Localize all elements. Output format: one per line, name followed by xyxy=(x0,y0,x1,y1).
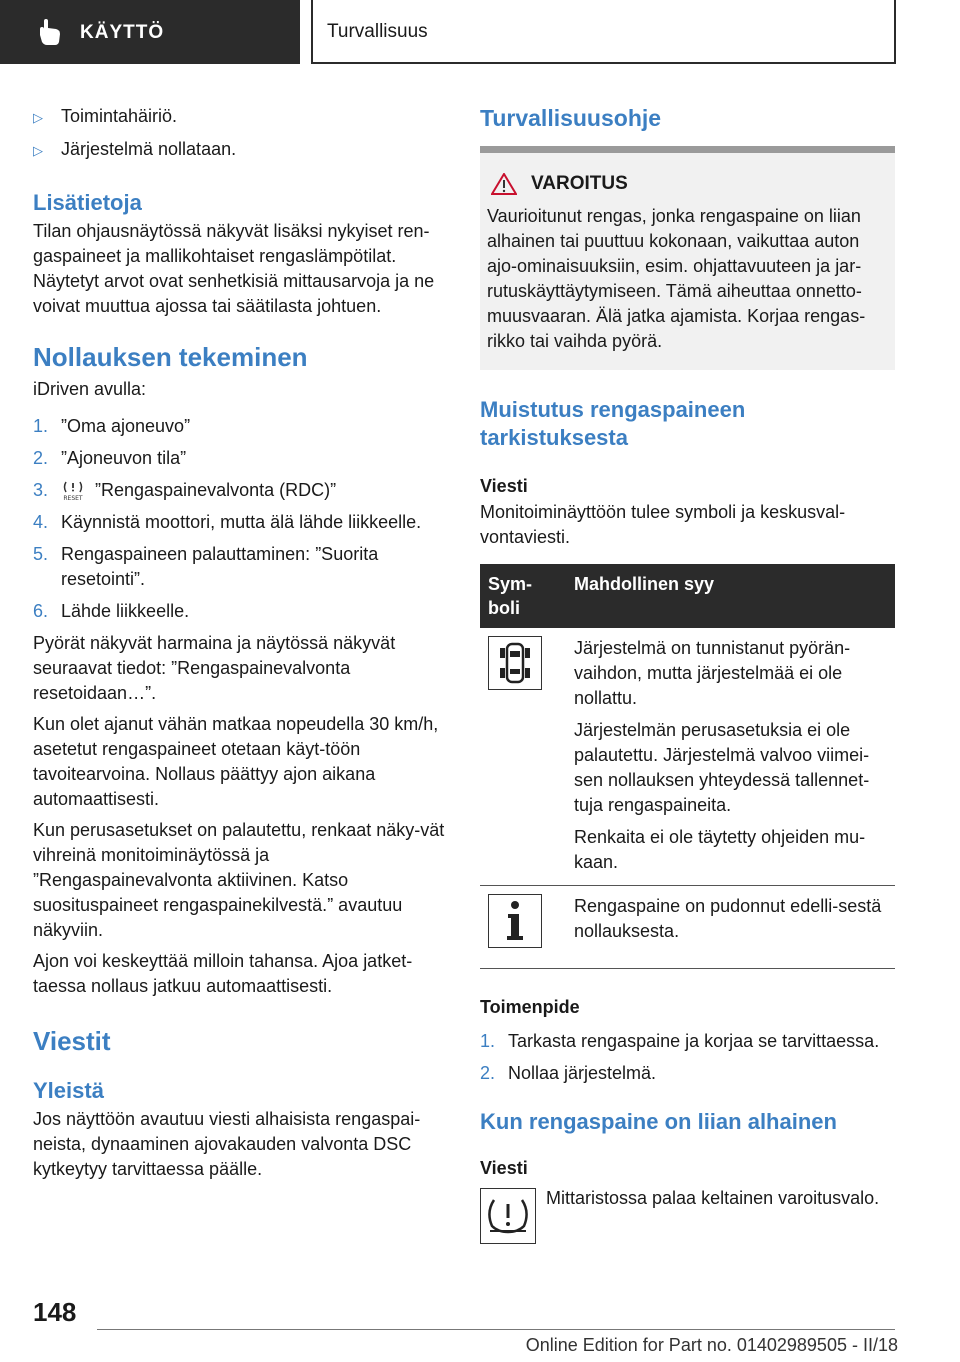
hand-pointer-icon xyxy=(32,15,66,49)
page-number: 148 xyxy=(33,1297,77,1327)
info-symbol xyxy=(488,894,542,948)
general-heading: Yleistä xyxy=(33,1078,104,1103)
warning-triangle-icon xyxy=(491,173,517,195)
list-item: ▷ Toimintahäiriö. xyxy=(33,104,448,130)
list-item: ▷ Järjestelmä nollataan. xyxy=(33,137,448,163)
warning-box xyxy=(480,146,895,370)
step-item: 1. ”Oma ajoneuvo” xyxy=(33,416,191,436)
edition-text: Online Edition for Part no. 01402989505 - II/18 xyxy=(525,1335,898,1355)
paragraph: Pyörät näkyvät harmaina ja näytössä näkyvät seuraavat tiedot: ”Rengaspainevalvonta resetoidaan…”. xyxy=(33,633,396,703)
table-row: Järjestelmä on tunnistanut pyörän-vaihdon, mutta järjestelmää ei ole nollattu. Järjestelmän perusasetuksia ei ole palautettu. Järjestelmä valvoo viimei-sen nollauksen yhteydessä tallennet-tuja rengaspaineita. Renkaita ei ole täytetty ohjeiden mu-kaan. xyxy=(480,628,895,886)
section-label: KÄYTTÖ xyxy=(80,21,165,43)
warning-label: VAROITUS xyxy=(531,173,628,194)
paragraph: Kun olet ajanut vähän matkaa nopeudella 30 km/h, asetetut rengaspaineet otetaan käyt-töön tavoitearvoina. Nollaus päättyy ajon aikana automaattisesti. xyxy=(33,714,439,809)
left-column xyxy=(33,104,448,1188)
warning-text: Vaurioitunut rengas, jonka rengaspaine on liian alhainen tai puuttuu kokonaan, vaikuttaa auton ajo-ominaisuuksiin, esim. ohjattavuuteen ja jar-rutuskäyttäytymiseen. Tämä aiheuttaa onnetto-muusvaaran. Älä jatka ajamista. Korjaa rengas-rikko tai vaihda pyörä. xyxy=(487,206,866,351)
right-column xyxy=(480,104,895,1244)
cause-column-header: Mahdollinen syy xyxy=(566,564,895,628)
tire-pressure-warning-icon xyxy=(484,1196,532,1236)
reminder-heading: Muistutus rengaspaineen tarkistuksesta xyxy=(480,397,746,450)
paragraph: Kun perusasetukset on palautettu, renkaat näky-vät vihreinä monitoiminäytössä ja ”Rengaspainevalvonta aktiivinen. Katso suosituspaineet rengaspainekilvestä.” avautuu näkyviin. xyxy=(33,820,445,940)
action-item: 1. Tarkasta rengaspaine ja korjaa se tarvittaessa. xyxy=(480,1031,880,1051)
footer-divider xyxy=(97,1329,895,1330)
reset-intro: iDriven avulla: xyxy=(33,379,147,399)
step-item: 5. Rengaspaineen palauttaminen: ”Suorita resetointi”. xyxy=(33,544,379,589)
car-top-view-icon xyxy=(495,640,535,686)
more-info-text: Tilan ohjausnäytössä näkyvät lisäksi nykyiset ren-gaspaineet ja mallikohtaiset rengaslämpötilat. Näytetyt arvot ovat senhetkisiä mittausarvoja ja ne voivat muuttua ajossa tai säätilasta johtuen. xyxy=(33,221,435,316)
tire-reset-icon xyxy=(61,480,85,502)
message-label: Viesti xyxy=(480,1158,528,1178)
car-tires-symbol xyxy=(488,636,542,690)
symbol-column-header: Sym-boli xyxy=(480,564,566,628)
low-pressure-heading: Kun rengaspaine on liian alhainen xyxy=(480,1109,837,1134)
message-text: Monitoiminäyttöön tulee symboli ja keskusval-vontaviesti. xyxy=(480,502,846,547)
section-tab[interactable] xyxy=(0,0,300,64)
step-item: 2. ”Ajoneuvon tila” xyxy=(33,448,187,468)
general-text: Jos näyttöön avautuu viesti alhaisista rengaspai-neista, dynaaminen ajovakauden valvonta DSC kytkeytyy tarvittaessa päälle. xyxy=(33,1109,421,1179)
low-pressure-text: Mittaristossa palaa keltainen varoitusvalo. xyxy=(546,1188,880,1208)
info-icon xyxy=(503,900,527,942)
action-label: Toimenpide xyxy=(480,997,580,1017)
more-info-heading: Lisätietoja xyxy=(33,190,142,215)
step-item: 4. Käynnistä moottori, mutta älä lähde liikkeelle. xyxy=(33,512,422,532)
step-item: 3. RESET ”Rengaspainevalvonta (RDC)” xyxy=(33,480,337,503)
svg-text:RESET: RESET xyxy=(63,495,83,503)
triangle-bullet-icon: ▷ xyxy=(33,143,43,158)
step-item: 6. Lähde liikkeelle. xyxy=(33,601,190,621)
message-label: Viesti xyxy=(480,476,528,496)
table-row: Rengaspaine on pudonnut edelli-sestä nollauksesta. xyxy=(480,886,895,969)
paragraph: Ajon voi keskeyttää milloin tahansa. Ajoa jatket-taessa nollaus jatkuu automaattisesti. xyxy=(33,951,413,996)
warning-light-symbol xyxy=(480,1188,536,1244)
action-item: 2. Nollaa järjestelmä. xyxy=(480,1063,657,1083)
safety-heading: Turvallisuusohje xyxy=(480,105,662,131)
chapter-title: Turvallisuus xyxy=(311,0,896,64)
message-table xyxy=(480,564,895,969)
triangle-bullet-icon: ▷ xyxy=(33,110,43,125)
reset-heading: Nollauksen tekeminen xyxy=(33,342,308,372)
messages-heading: Viestit xyxy=(33,1026,111,1056)
